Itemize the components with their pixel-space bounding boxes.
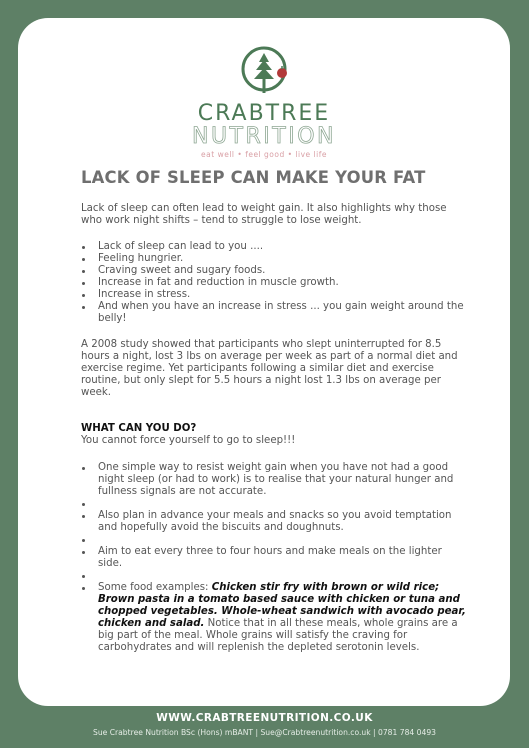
list-item: Also plan in advance your meals and snacks so you avoid temptation and hopefully avoid the biscuits and doughnuts. [81,510,466,534]
contact-details: Sue Crabtree Nutrition BSc (Hons) mBANT | Sue@Crabtreenutrition.co.uk | 0781 784 0493 [93,728,436,737]
bullet-icon [82,282,85,285]
effects-list [81,241,466,325]
list-item: Increase in stress. [81,289,466,301]
tree-logo-icon [234,38,294,100]
empty-list-item [81,570,466,582]
section-heading: WHAT CAN YOU DO? [81,423,197,434]
website-link[interactable]: WWW.CRABTREENUTRITION.CO.UK [156,712,373,724]
brand-subname: NUTRITION [192,124,336,149]
list-item: Increase in fat and reduction in muscle growth. [81,277,466,289]
list-item: One simple way to resist weight gain when you have not had a good night sleep (or had to work) is to realise that your natural hunger and fullness signals are not accurate. [81,462,466,498]
brand-tagline: eat well • feel good • live life [201,150,327,159]
bullet-icon [82,270,85,273]
empty-list-item [81,534,466,546]
footer [0,712,529,737]
brand-name: CRABTREE [197,101,331,126]
food-examples: Chicken stir fry with brown or wild rice; Brown pasta in a tomato based sauce with chicken or tuna and chopped vegetables. Whole-wheat sandwich with avocado pear, chicken and salad. [98,582,466,629]
bullet-icon [82,246,85,249]
bullet-icon [82,306,85,309]
article [81,168,466,654]
list-item: Lack of sleep can lead to you .... [81,241,466,253]
bullet-icon [82,503,85,506]
tips-list [81,462,466,654]
bullet-icon [82,551,85,554]
section-subheading: You cannot force yourself to go to sleep!!! [81,435,296,446]
bullet-icon [82,515,85,518]
bullet-icon [82,467,85,470]
bullet-icon [82,539,85,542]
bullet-icon [82,258,85,261]
bullet-icon [82,587,85,590]
article-title: LACK OF SLEEP CAN MAKE YOUR FAT [81,168,426,187]
empty-list-item [81,498,466,510]
document-page [18,18,510,706]
list-item: Craving sweet and sugary foods. [81,265,466,277]
intro-paragraph: Lack of sleep can often lead to weight gain. It also highlights why those who work night shifts – tend to struggle to lose weight. [81,203,447,226]
list-item: And when you have an increase in stress ... you gain weight around the belly! [81,301,466,325]
list-item: Some food examples: Chicken stir fry with brown or wild rice; Brown pasta in a tomato based sauce with chicken or tuna and chopped vegetables. Whole-wheat sandwich with avocado pear, chicken and salad. Notice that in all these meals, whole grains are a big part of the meal. Whole grains will satisfy the craving for carbohydrates and will replenish the depleted serotonin levels. [81,582,466,654]
list-item: Feeling hungrier. [81,253,466,265]
bullet-icon [82,294,85,297]
bullet-icon [82,575,85,578]
list-item: Aim to eat every three to four hours and make meals on the lighter side. [81,546,466,570]
logo [18,38,510,159]
study-paragraph: A 2008 study showed that participants who slept uninterrupted for 8.5 hours a night, lost 3 lbs on average per week as part of a normal diet and exercise regime. Yet participants following a similar diet and exercise routine, but only slept for 5.5 hours a night lost 1.3 lbs on average per week. [81,339,458,398]
